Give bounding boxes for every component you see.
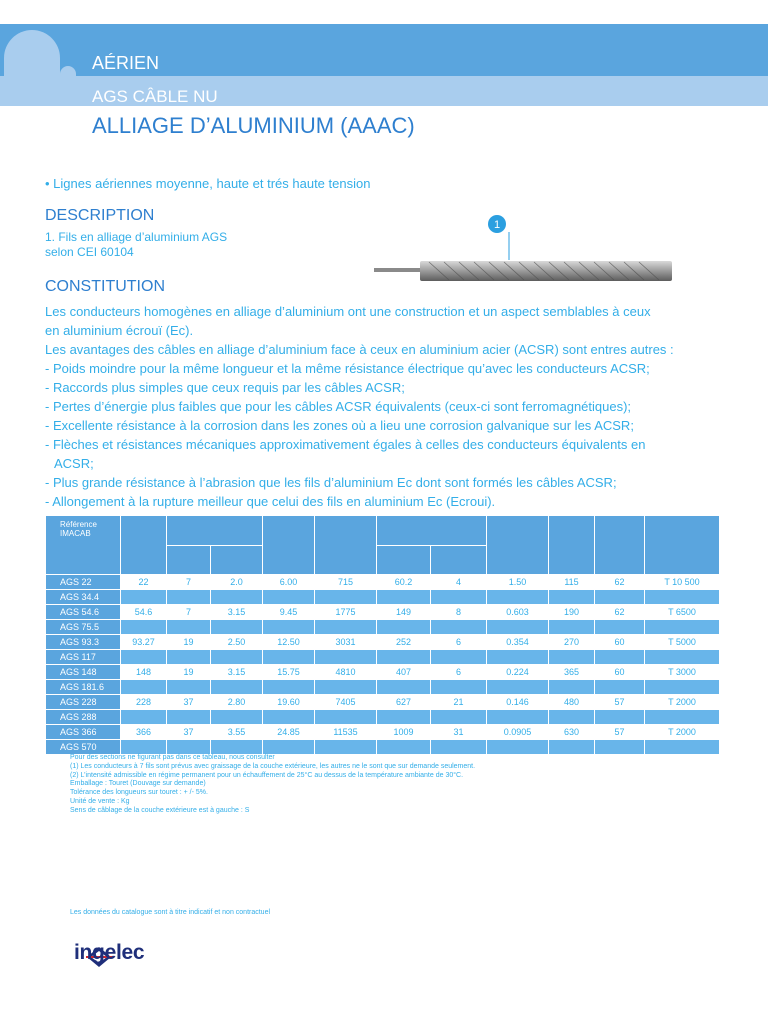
ref-header-line-1: Référence (60, 520, 97, 529)
table-cell: 149 (377, 605, 431, 620)
table-cell: 366 (121, 725, 167, 740)
table-cell (377, 680, 431, 695)
constitution-line: - Pertes d’énergie plus faibles que pour les câbles ACSR équivalents (ceux-ci sont ferromagnétiques); (45, 399, 632, 414)
ref-column-header (46, 516, 121, 575)
constitution-line: - Flèches et résistances mécaniques approximativement égales à celles des conducteurs équivalents en (45, 437, 646, 452)
col-header (595, 516, 645, 575)
description-line-1: 1. Fils en alliage d’aluminium AGS (45, 230, 228, 244)
table-cell (315, 740, 377, 755)
table-cell (595, 590, 645, 605)
description-heading: DESCRIPTION (45, 207, 155, 224)
ref-header-line-2: IMACAB (60, 529, 91, 538)
table-row (46, 710, 720, 725)
note-line: Sens de câblage de la couche extérieure est à gauche : S (70, 806, 250, 814)
row-reference: AGS 148 (46, 665, 121, 680)
table-cell: 365 (549, 665, 595, 680)
table-cell: 6.00 (263, 575, 315, 590)
table-cell: 407 (377, 665, 431, 680)
table-cell (211, 650, 263, 665)
table-cell: 627 (377, 695, 431, 710)
note-line: Tolérance des longueurs sur touret : + /- 5%. (70, 789, 208, 797)
row-reference: AGS 181.6 (46, 680, 121, 695)
table-cell: 6 (431, 635, 487, 650)
table-cell (263, 650, 315, 665)
table-cell (167, 650, 211, 665)
table-cell (549, 650, 595, 665)
col-header (645, 516, 720, 575)
table-row (46, 665, 720, 680)
table-cell: 2.80 (211, 695, 263, 710)
table-cell (121, 710, 167, 725)
row-reference: AGS 75.5 (46, 620, 121, 635)
table-cell (167, 680, 211, 695)
table-cell: 12.50 (263, 635, 315, 650)
row-reference: AGS 570 (46, 740, 121, 755)
table-row (46, 575, 720, 590)
table-cell: 60.2 (377, 575, 431, 590)
table-cell: 62 (595, 575, 645, 590)
note-line: Emballage : Touret (Douvage sur demande) (70, 780, 206, 788)
table-cell (487, 710, 549, 725)
table-cell: 15.75 (263, 665, 315, 680)
callout-number: 1 (493, 219, 501, 231)
table-cell (431, 590, 487, 605)
table-cell: 1009 (377, 725, 431, 740)
constitution-heading: CONSTITUTION (45, 278, 165, 295)
note-line: (2) L’intensité admissible en régime permanent pour un échauffement de 25°C au dessus de la température ambiante de 30°C. (70, 771, 464, 779)
table-cell: 31 (431, 725, 487, 740)
table-cell (263, 740, 315, 755)
table-cell: 57 (595, 695, 645, 710)
table-cell (315, 710, 377, 725)
constitution-line: en aluminium écrouï (Ec). (45, 323, 194, 338)
table-cell (549, 620, 595, 635)
col-group-header (377, 516, 487, 546)
table-cell: 60 (595, 665, 645, 680)
table-cell: T 2000 (645, 725, 720, 740)
table-cell (549, 590, 595, 605)
table-cell (595, 650, 645, 665)
table-cell: 0.0905 (487, 725, 549, 740)
table-cell (595, 620, 645, 635)
table-notes (70, 754, 475, 816)
col-header (549, 516, 595, 575)
table-cell (167, 620, 211, 635)
table-cell (121, 620, 167, 635)
table-cell (487, 590, 549, 605)
table-cell: T 5000 (645, 635, 720, 650)
table-cell (263, 590, 315, 605)
table-header-row (46, 516, 720, 546)
row-reference: AGS 22 (46, 575, 121, 590)
note-line: Pour des sections ne figurant pas dans ce tableau, nous consulter (70, 754, 275, 761)
row-reference: AGS 288 (46, 710, 121, 725)
col-subheader (211, 545, 263, 575)
table-cell (211, 710, 263, 725)
table-cell (595, 680, 645, 695)
table-cell (315, 680, 377, 695)
table-cell (263, 710, 315, 725)
table-cell: 57 (595, 725, 645, 740)
col-header (121, 516, 167, 575)
table-cell (595, 710, 645, 725)
table-cell: T 2000 (645, 695, 720, 710)
table-cell (487, 650, 549, 665)
table-cell (211, 680, 263, 695)
row-reference: AGS 34.4 (46, 590, 121, 605)
row-reference: AGS 117 (46, 650, 121, 665)
table-cell: 3.15 (211, 665, 263, 680)
col-header (315, 516, 377, 575)
table-cell: 715 (315, 575, 377, 590)
table-cell: 6 (431, 665, 487, 680)
table-cell (377, 590, 431, 605)
row-reference: AGS 366 (46, 725, 121, 740)
table-cell (167, 710, 211, 725)
table-cell: 7 (167, 605, 211, 620)
table-cell: 19.60 (263, 695, 315, 710)
table-cell: 4 (431, 575, 487, 590)
row-reference: AGS 93.3 (46, 635, 121, 650)
table-cell (487, 740, 549, 755)
col-header (263, 516, 315, 575)
table-cell (549, 710, 595, 725)
table-cell: 19 (167, 665, 211, 680)
col-header (487, 516, 549, 575)
table-cell (121, 740, 167, 755)
table-cell: 62 (595, 605, 645, 620)
table-cell (315, 620, 377, 635)
table-cell: 21 (431, 695, 487, 710)
row-reference: AGS 54.6 (46, 605, 121, 620)
table-row (46, 635, 720, 650)
table-row (46, 620, 720, 635)
header-decor-dot (60, 66, 76, 76)
table-cell: 0.146 (487, 695, 549, 710)
col-subheader (431, 545, 487, 575)
row-reference: AGS 228 (46, 695, 121, 710)
table-cell (377, 710, 431, 725)
page-title: ALLIAGE D’ALUMINIUM (AAAC) (92, 113, 415, 138)
table-cell (377, 740, 431, 755)
constitution-line: - Raccords plus simples que ceux requis par les câbles ACSR; (45, 380, 405, 395)
table-cell: 24.85 (263, 725, 315, 740)
table-cell (167, 740, 211, 755)
table-cell (211, 590, 263, 605)
table-row (46, 695, 720, 710)
table-cell: 228 (121, 695, 167, 710)
table-cell: 37 (167, 695, 211, 710)
table-cell (167, 590, 211, 605)
col-subheader (167, 545, 211, 575)
disclaimer: Les données du catalogue sont à titre indicatif et non contractuel (70, 909, 271, 916)
table-cell: 270 (549, 635, 595, 650)
col-subheader (377, 545, 431, 575)
table-row (46, 680, 720, 695)
table-cell: 2.50 (211, 635, 263, 650)
table-cell (377, 650, 431, 665)
table-cell: 115 (549, 575, 595, 590)
table-cell (315, 590, 377, 605)
table-cell: 0.224 (487, 665, 549, 680)
table-body (46, 575, 720, 755)
table-cell: 19 (167, 635, 211, 650)
table-cell: 3031 (315, 635, 377, 650)
constitution-line: Les avantages des câbles en alliage d’aluminium face à ceux en aluminium acier (ACSR) sont entres autres : (45, 342, 674, 357)
table-row (46, 650, 720, 665)
constitution-line: - Poids moindre pour la même longueur et la même résistance électrique qu’avec les conducteurs ACSR; (45, 361, 650, 376)
description-line-2: selon CEI 60104 (45, 245, 134, 259)
table-cell: 11535 (315, 725, 377, 740)
note-line: (1) Les conducteurs à 7 fils sont prévus avec graissage de la couche extérieure, les autres ne le sont que sur demande seulement. (70, 762, 476, 770)
table-row (46, 605, 720, 620)
table-cell: 37 (167, 725, 211, 740)
product-subtitle: AGS CÂBLE NU (92, 87, 218, 106)
note-line: Unité de vente : Kg (70, 797, 130, 805)
specifications-table (45, 515, 720, 755)
constitution-line: - Excellente résistance à la corrosion dans les zones où a lieu une corrosion galvanique sur les ACSR; (45, 418, 634, 433)
table-cell: 4810 (315, 665, 377, 680)
table-cell: 22 (121, 575, 167, 590)
table-cell: 8 (431, 605, 487, 620)
table-cell (645, 740, 720, 755)
table-cell: 480 (549, 695, 595, 710)
table-cell (211, 740, 263, 755)
constitution-text (45, 302, 685, 511)
intro-bullet: • Lignes aériennes moyenne, haute et trés haute tension (45, 176, 371, 191)
table-cell: 1.50 (487, 575, 549, 590)
table-cell: 60 (595, 635, 645, 650)
table-cell: 630 (549, 725, 595, 740)
table-cell: T 6500 (645, 605, 720, 620)
table-cell (645, 650, 720, 665)
table-cell (431, 620, 487, 635)
table-cell: 7405 (315, 695, 377, 710)
table-row (46, 740, 720, 755)
table-cell: 0.603 (487, 605, 549, 620)
table-cell (549, 740, 595, 755)
table-cell (645, 710, 720, 725)
table-cell (121, 650, 167, 665)
constitution-line: ACSR; (54, 456, 94, 471)
table-cell: 0.354 (487, 635, 549, 650)
table-cell (431, 650, 487, 665)
table-cell: 54.6 (121, 605, 167, 620)
table-cell (431, 710, 487, 725)
table-row (46, 590, 720, 605)
table-cell (121, 590, 167, 605)
table-cell: 93.27 (121, 635, 167, 650)
table-cell: 3.15 (211, 605, 263, 620)
table-cell (263, 680, 315, 695)
table-cell: 1775 (315, 605, 377, 620)
table-cell: 3.55 (211, 725, 263, 740)
constitution-line: - Allongement à la rupture meilleur que celui des fils en aluminium Ec (Ecroui). (45, 494, 496, 509)
table-cell (487, 620, 549, 635)
table-cell (315, 650, 377, 665)
table-cell (549, 680, 595, 695)
table-cell (211, 620, 263, 635)
table-cell: 2.0 (211, 575, 263, 590)
table-cell: 190 (549, 605, 595, 620)
cable-illustration (374, 214, 674, 290)
table-cell (121, 680, 167, 695)
table-cell: T 10 500 (645, 575, 720, 590)
col-group-header (167, 516, 263, 546)
table-cell (263, 620, 315, 635)
constitution-line: Les conducteurs homogènes en alliage d’aluminium ont une construction et un aspect semblables à ceux (45, 304, 651, 319)
table-cell (645, 620, 720, 635)
table-cell (487, 680, 549, 695)
table-cell: 148 (121, 665, 167, 680)
constitution-line: - Plus grande résistance à l’abrasion que les fils d’aluminium Ec dont sont formés les câbles ACSR; (45, 475, 617, 490)
table-cell: 252 (377, 635, 431, 650)
table-cell: 9.45 (263, 605, 315, 620)
table-cell (431, 680, 487, 695)
table-cell: 7 (167, 575, 211, 590)
ingelec-logo-text: ingelec (74, 941, 145, 964)
table-cell (377, 620, 431, 635)
table-cell (645, 680, 720, 695)
table-cell (645, 590, 720, 605)
category-label: AÉRIEN (92, 53, 160, 73)
table-cell (595, 740, 645, 755)
table-row (46, 725, 720, 740)
table-cell: T 3000 (645, 665, 720, 680)
table-cell (431, 740, 487, 755)
